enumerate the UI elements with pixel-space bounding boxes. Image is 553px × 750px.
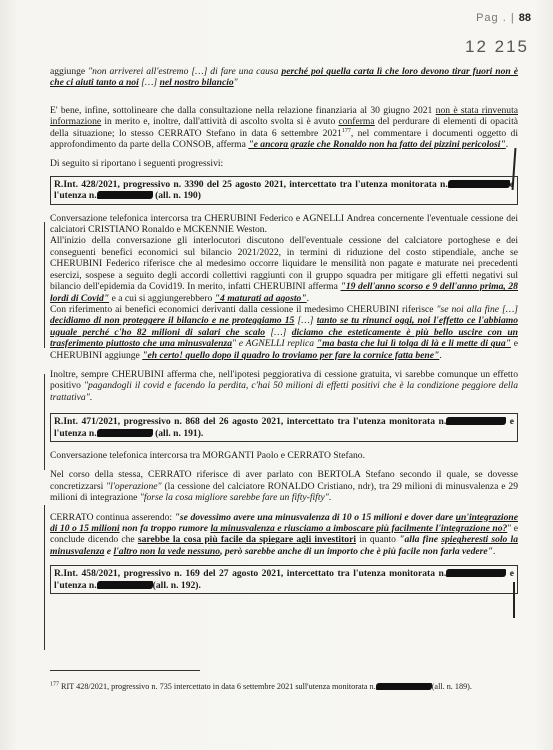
margin-bar <box>44 505 45 650</box>
footnote-177: $^{177}$ RIT 428/2021, progressivo n. 735 intercettato in data 6 settembre 2021 sull'utenza monitorata n. (all. n. 189). <box>50 681 472 691</box>
paragraph-worst-case: Inoltre, sempre CHERUBINI afferma che, nell'ipotesi peggiorativa di cessione gratuita, vi sarebbe comunque un effetto positivo "pagandogli il covid e facendo la perdita, c'hai 50 milioni di effetti positivi che è la condizione peggiore della trattativa". <box>50 368 518 403</box>
document-body <box>50 66 518 594</box>
page-number-header: Pag . | 88 <box>476 12 531 24</box>
redacted-phone-number <box>446 569 506 577</box>
paragraph-cerrato-minusvalenza: CERRATO continua asserendo: "se dovessimo avere una minusvalenza di 10 o 15 milioni e dover dare un'integrazione di 10 o 15 milioni non fa troppo rumore la minusvalenza e riusciamo a imboscare più facilmente l'integrazione no?" e conclude dicendo che sarebbe la cosa più facile da spiegare agli investitori in quanto "alla fine spiegheresti solo la minusvalenza e l'altro non la vede nessuno, però sarebbe anche di un importo che è più facile non farla vedere". <box>50 511 518 557</box>
footnote-ref: 177 <box>341 127 351 134</box>
intercept-header-471: R.Int. 471/2021, progressivo n. 868 del 26 agosto 2021, intercettato tra l'utenza monitorata n. e l'utenza n. (all. n. 191). <box>50 413 518 442</box>
paragraph-conversation-detail: All'inizio della conversazione gli interlocutori discutono dell'eventuale cessione del calciatore portoghese e dei conseguenti benefici economici sul bilancio 2021/2022, in termini di riduzione del costo stipendiale, anche se CHERUBINI Federico riferisce che al medesimo occorre liquidare le mensilità non pagate e maturate nei precedenti esercizi, sospese a seguito degli accordi collettivi raggiunti con il gruppo squadra per mitigare gli effetti negativi sul bilancio dell'epidemia da Covid19. In merito, infatti CHERUBINI afferma "19 dell'anno scorso e 9 dell'anno prima, 28 lordi di Covid" e a cui si aggiungerebbero "4 maturati ad agosto". <box>50 235 518 304</box>
redacted-phone-number <box>448 180 510 188</box>
paragraph-conversation-summary: Conversazione telefonica intercorsa tra CHERUBINI Federico e AGNELLI Andrea concernente l'eventuale cessione dei calciatori CRISTIANO Ronaldo e MCKENNIE Weston. <box>50 212 518 236</box>
intercept-header-458: R.Int. 458/2021, progressivo n. 169 del 27 agosto 2021, intercettato tra l'utenza monitorata n. e l'utenza n. (all. n. 192). <box>50 565 518 594</box>
redacted-phone-number <box>97 429 153 437</box>
paragraph-economic-benefits: Con riferimento ai benefici economici derivanti dalla cessione il medesimo CHERUBINI riferisce "se noi alla fine […] decidiamo di non proteggere il bilancio e ne proteggiamo 15 […] tanto se tu rinunci oggi, noi l'effetto ce l'abbiamo uguale perché c'ho 82 milioni di salari che scalo […] diciamo che esteticamente è più bello uscire con un trasferimento piuttosto che una minusvalenza" e AGNELLI replica "ma basta che lui lì tolga di là e li mette di qua" e CHERUBINI aggiunge "eh certo! quello dopo il quadro lo troviamo per fare la cornice fatta bene". <box>50 303 518 361</box>
intercept-header-428: R.Int. 428/2021, progressivo n. 3390 del 25 agosto 2021, intercettato tra l'utenza monitorata n. e l'utenza n. (all. n. 190) <box>50 176 518 205</box>
footnote-separator <box>50 670 200 671</box>
paragraph-bertola: Nel corso della stessa, CERRATO riferisce di aver parlato con BERTOLA Stefano secondo il quale, se dovesse concretizzarsi "l'operazione" (la cessione del calciatore RONALDO Cristiano, ndr), tra 29 milioni di minusvalenza e 29 milioni di integrazione "forse la cosa migliore sarebbe fare un fifty-fifty". <box>50 469 518 504</box>
margin-bar <box>44 374 45 470</box>
paragraph-conversation-summary-2: Conversazione telefonica intercorsa tra MORGANTI Paolo e CERRATO Stefano. <box>50 449 366 461</box>
redacted-phone-number <box>97 191 153 199</box>
margin-bar <box>44 222 45 348</box>
redacted-phone-number <box>97 581 153 589</box>
paragraph-consob: E' bene, infine, sottolineare che dalla consultazione nella relazione finanziaria al 30 giugno 2021 non è stata rinvenuta informazione in merito e, inoltre, dall'attività di ascolto svolta si è avuto conferma del perdurare di elementi di opacità della situazione; lo stesso CERRATO Stefano in data 6 settembre 2021$^{177}$, nel commentare i documenti oggetto di approfondimento da parte della CONSOB, afferma "e ancora grazie che Ronaldo non ha fatto dei pizzini pericolosi". <box>50 104 519 151</box>
redacted-phone-number <box>446 417 506 425</box>
redacted-phone-number <box>376 683 432 690</box>
paragraph-quote-continuation: aggiunge "non arriverei all'estremo […] di fare una causa perché poi quella carta lì che loro devono tirar fuori non è che ci aiuti tanto a noi […] nel nostro bilancio" <box>50 66 518 89</box>
paragraph-intro-progressivi: Di seguito si riportano i seguenti progressivi: <box>50 158 224 170</box>
handwritten-stamp-number: 12 215 <box>465 37 529 56</box>
